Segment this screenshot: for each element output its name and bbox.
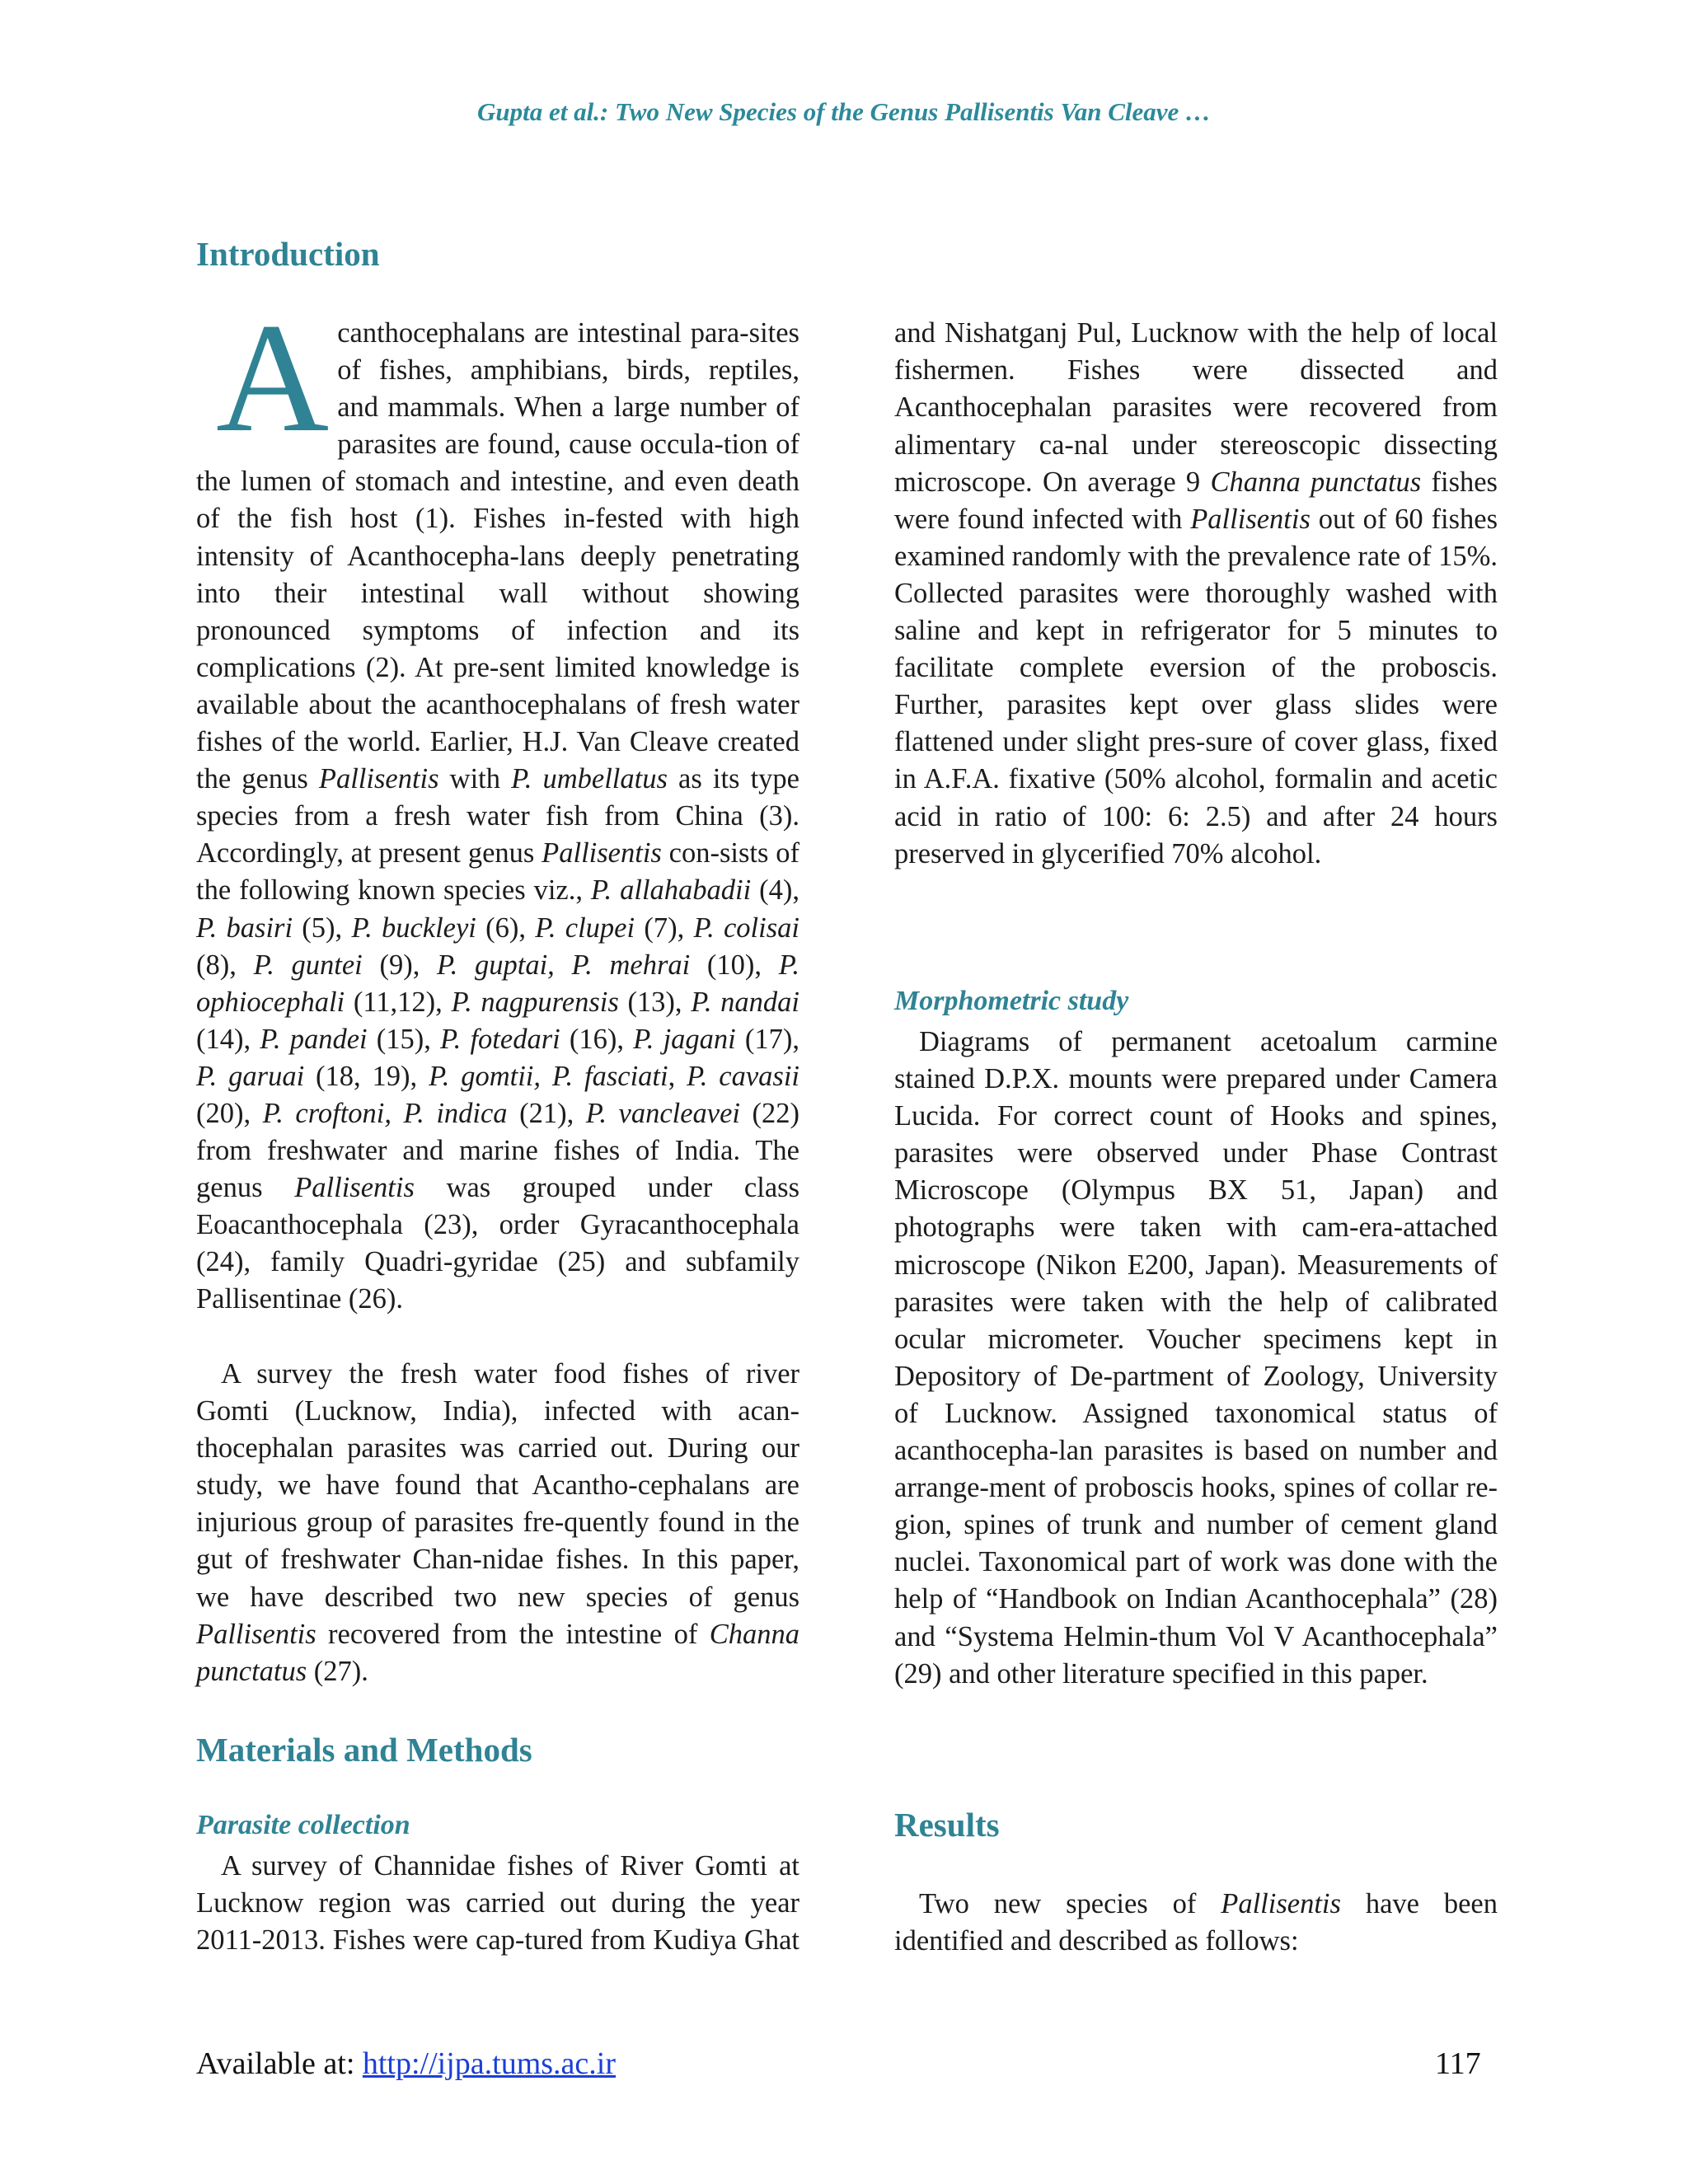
introduction-paragraph-1 [196,292,800,1319]
morphometric-study-subheading: Morphometric study [894,986,1129,1016]
parasite-collection-subheading: Parasite collection [196,1810,410,1840]
parasite-collection-paragraph-left [196,1848,799,1959]
parasite-collection-paragraph-right [894,315,1498,946]
introduction-heading: Introduction [196,235,380,273]
running-head: Gupta et al.: Two New Species of the Genus Pallisentis Van Cleave … [476,97,1212,126]
drop-cap: A [216,292,330,465]
morphometric-study-paragraph: Diagrams of permanent acetoalum carmine stained D.P.X. mounts were prepared under Camera Lucida. For correct count of Hooks and spines, parasites were observed under Phase Contrast Microscope (Olympus BX 51, Japan) and photographs were taken with cam-era-attached microscope (Nikon E200, Japan). Measurements of parasites were taken with the help of calibrated ocular micrometer. Voucher specimens kept in Depository of De-partment of Zoology, University of Lucknow. Assigned taxonomical status of acanthocepha-lan parasites is based on number and arrange-ment of proboscis hooks, spines of collar re-gion, spines of trunk and number of cement gland nuclei. Taxonomical part of work was done with the help of “Handbook on Indian Acanthocephala” (28) and “Systema Helmin-thum Vol V Acanthocephala” (29) and other literature specified in this paper. [894,1026,1498,1690]
parasite-collection-continuation: and Nishatganj Pul, Lucknow with the help of local fishermen. Fishes were dissected and Acanthocephalan parasites were recovered from alimentary ca-nal under stereoscopic dissecting microscope. On average 9 Channa punctatus fishes were found infected with Pallisentis out of 60 fishes examined randomly with the prevalence rate of 15%. Collected parasites were thoroughly washed with saline and kept in refrigerator for 5 minutes to facilitate complete eversion of the proboscis. Further, parasites kept over glass slides were flattened under slight pres-sure of cover glass, fixed in A.F.A. fixative (50% alcohol, formalin and acetic acid in ratio of 100: 6: 2.5) and after 24 hours preserved in glycerified 70% alcohol. [894,317,1498,869]
footer-availability [196,2046,616,2082]
results-paragraph: Two new species of Pallisentis have been identified and described as follows: [894,1888,1498,1957]
footer-available-label: Available at: [196,2046,363,2081]
introduction-paragraph-2: A survey the fresh water food fishes of river Gomti (Lucknow, India), infected with acan-thocephalan parasites was carried out. During our study, we have found that Acantho-cephalans are injurious group of parasites fre-quently found in the gut of freshwater Chan-nidae fishes. In this paper, we have described two new species of genus Pallisentis recovered from the intestine of Channa punctatus (27). [196,1358,799,1687]
introduction-paragraph-1-text: canthocephalans are intestinal para-sites of fishes, amphibians, birds, reptiles, and mammals. When a large number of parasites are found, cause occula-tion of the lumen of stomach and intestine, and even death of the fish host (1). Fishes in-fested with high intensity of Acanthocepha-lans deeply penetrating into their intestinal wall without showing pronounced symptoms of infection and its complications (2). At pre-sent limited knowledge is available about the acanthocephalans of fresh water fishes of the world. Earlier, H.J. Van Cleave created the genus Pallisentis with P. umbellatus as its type species from a fresh water fish from China (3). Accordingly, at present genus Pallisentis con-sists of the following known species viz., P. allahabadii (4), P. basiri (5), P. buckleyi (6), P. clupei (7), P. colisai (8), P. guntei (9), P. guptai, P. mehrai (10), P. ophiocephali (11,12), P. nagpurensis (13), P. nandai (14), P. pandei (15), P. fotedari (16), P. jagani (17), P. garuai (18, 19), P. gomtii, P. fasciati, P. cavasii (20), P. croftoni, P. indica (21), P. vancleavei (22) from freshwater and marine fishes of India. The genus Pallisentis was grouped under class Eoacanthocephala (23), order Gyracanthocephala (24), family Quadri-gyridae (25) and subfamily Pallisentinae (26). [196,317,800,1315]
page-number: 117 [1435,2046,1481,2081]
journal-url-link[interactable]: http://ijpa.tums.ac.ir [362,2046,616,2081]
materials-methods-heading: Materials and Methods [196,1731,532,1769]
parasite-collection-text: A survey of Channidae fishes of River Gomti at Lucknow region was carried out during the year 2011-2013. Fishes were cap-tured from Kudiya Ghat [196,1850,799,1957]
results-heading: Results [894,1806,1000,1844]
